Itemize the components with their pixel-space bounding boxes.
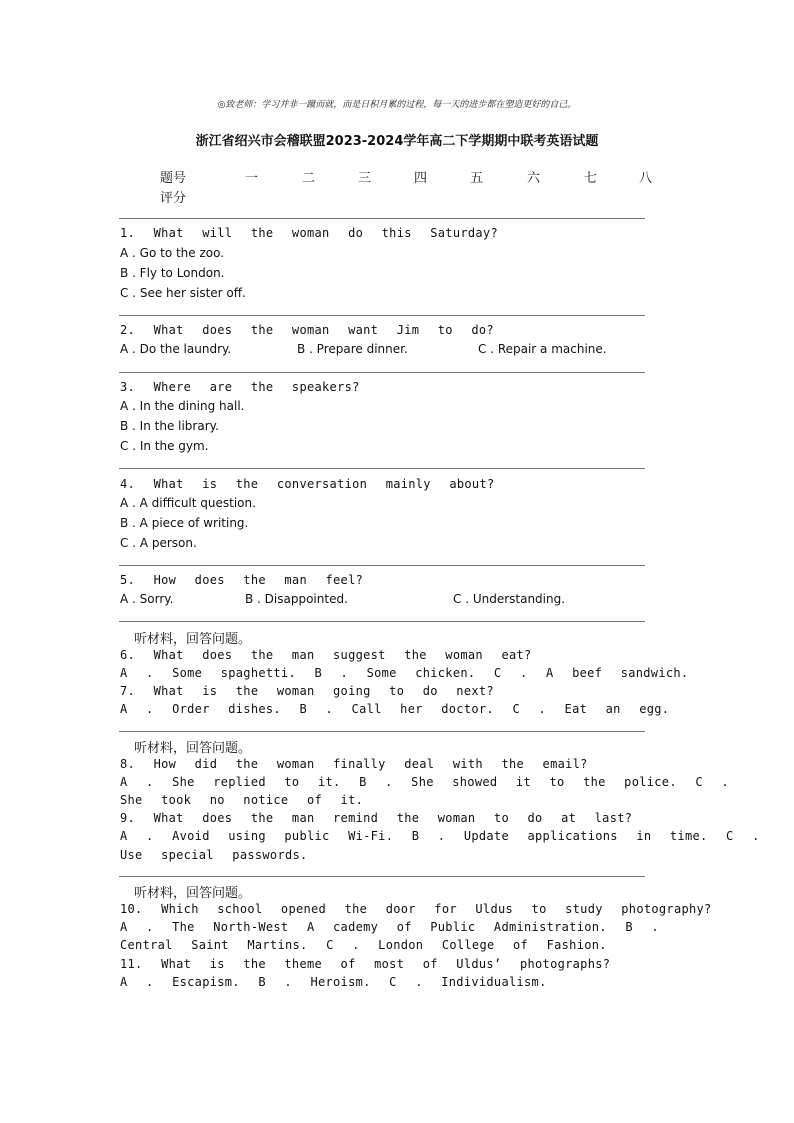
motto-text: ◎致老师：学习并非一蹴而就，而是日积月累的过程，每一天的进步都在塑造更好的自己。 (217, 100, 577, 110)
section-1-line: A . Order dishes. B . Call her doctor. C . Eat an egg. (120, 702, 670, 716)
question-3-stem: 3. Where are the speakers? (120, 380, 360, 394)
question-2-option-a: A . Do the laundry. (120, 342, 232, 356)
section-1-line: 7. What is the woman going to do next? (120, 684, 494, 698)
section-1-line: 6. What does the man suggest the woman eat? (120, 648, 532, 662)
section-2-line: A . Avoid using public Wi-Fi. B . Update applications in time. C . (120, 829, 760, 843)
section-2-line: 9. What does the man remind the woman to do at last? (120, 811, 633, 825)
question-5-stem: 5. How does the man feel? (120, 573, 364, 587)
question-5-option-c: C . Understanding. (453, 592, 566, 606)
section-heading: 听材料，回答问题。 (134, 741, 252, 756)
question-5-option-a: A . Sorry. (120, 592, 174, 606)
divider-line (119, 372, 645, 373)
section-3-line: A . Escapism. B . Heroism. C . Individualism. (120, 975, 547, 989)
score-col-3: 三 (358, 171, 372, 186)
section-heading: 听材料，回答问题。 (134, 632, 252, 647)
section-2-line: 8. How did the woman finally deal with the email? (120, 757, 588, 771)
score-col-8: 八 (639, 171, 653, 186)
question-2-stem: 2. What does the woman want Jim to do? (120, 323, 494, 337)
score-col-4: 四 (414, 171, 428, 186)
divider-line (119, 218, 645, 219)
question-4-option-b: B . A piece of writing. (120, 516, 249, 530)
score-col-5: 五 (470, 171, 484, 186)
section-3-line: 11. What is the theme of most of Uldus’ photographs? (120, 957, 611, 971)
question-1-option-b: B . Fly to London. (120, 266, 225, 280)
question-4-option-a: A . A difficult question. (120, 496, 256, 510)
section-2-line: Use special passwords. (120, 848, 308, 862)
question-2-option-b: B . Prepare dinner. (297, 342, 408, 356)
section-1-line: A . Some spaghetti. B . Some chicken. C . A beef sandwich. (120, 666, 689, 680)
question-4-option-c: C . A person. (120, 536, 197, 550)
question-3-option-b: B . In the library. (120, 419, 219, 433)
score-col-6: 六 (527, 171, 541, 186)
page-title: 浙江省绍兴市会稽联盟2023-2024学年高二下学期期中联考英语试题 (195, 134, 599, 149)
score-col-2: 二 (302, 171, 316, 186)
question-1-option-c: C . See her sister off. (120, 286, 246, 300)
section-heading: 听材料，回答问题。 (134, 886, 252, 901)
divider-line (119, 731, 645, 732)
score-col-7: 七 (584, 171, 598, 186)
question-5-option-b: B . Disappointed. (245, 592, 348, 606)
divider-line (119, 621, 645, 622)
question-3-option-a: A . In the dining hall. (120, 399, 245, 413)
divider-line (119, 876, 645, 877)
question-3-option-c: C . In the gym. (120, 439, 209, 453)
section-3-line: A . The North-West A cademy of Public Administration. B . (120, 920, 659, 934)
score-col-1: 一 (245, 171, 259, 186)
score-table-score-label: 评分 (160, 191, 187, 206)
question-4-stem: 4. What is the conversation mainly about? (120, 477, 495, 491)
question-2-option-c: C . Repair a machine. (478, 342, 607, 356)
divider-line (119, 565, 645, 566)
section-3-line: 10. Which school opened the door for Uldus to study photography? (120, 902, 712, 916)
question-1-option-a: A . Go to the zoo. (120, 246, 225, 260)
section-2-line: A . She replied to it. B . She showed it to the police. C . (120, 775, 729, 789)
section-3-line: Central Saint Martins. C . London College of Fashion. (120, 938, 607, 952)
question-1-stem: 1. What will the woman do this Saturday? (120, 226, 498, 240)
section-2-line: She took no notice of it. (120, 793, 364, 807)
score-table-row-label: 题号 (160, 171, 187, 186)
divider-line (119, 468, 645, 469)
divider-line (119, 315, 645, 316)
